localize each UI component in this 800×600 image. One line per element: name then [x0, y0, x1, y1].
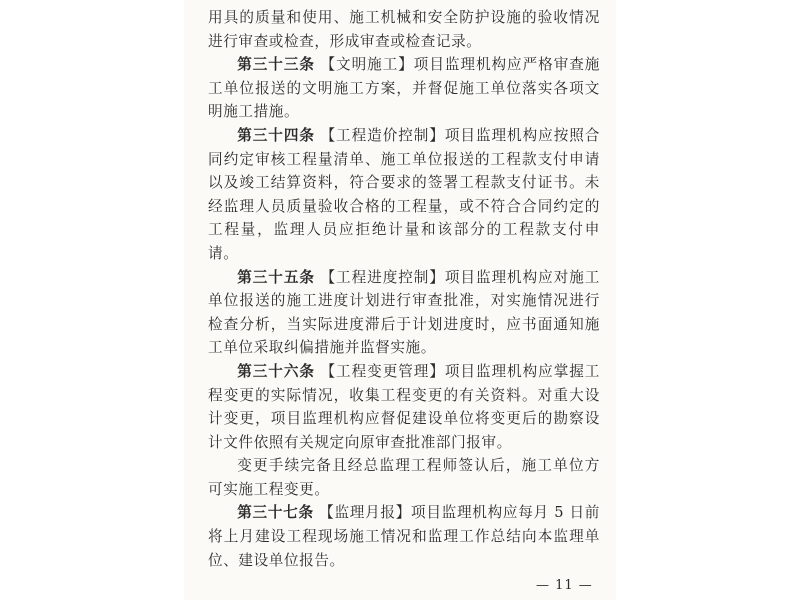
paragraph-article-37 — [208, 501, 600, 572]
article-number: 第三十七条 — [237, 504, 314, 522]
paragraph-article-35 — [208, 266, 600, 360]
paragraph-text: 【工程造价控制】项目监理机构应按照合同约定审核工程量清单、施工单位报送的工程款支付申请以及竣工结算资料，符合要求的签署工程款支付证书。未经监理人员质量验收合格的工程量，或不符合合同约定的工程量，监理人员应拒绝计量和该部分的工程款支付申请。 — [208, 126, 600, 262]
paragraph-article-36 — [208, 360, 600, 454]
page-number: — 11 — — [536, 578, 593, 593]
document-page — [184, 0, 616, 600]
paragraph-text: 变更手续完备且经总监理工程师签认后，施工单位方可实施工程变更。 — [208, 457, 600, 498]
article-number: 第三十三条 — [237, 56, 315, 74]
paragraph-text: 【监理月报】项目监理机构应每月 5 日前将上月建设工程现场施工情况和监理工作总结向本监理单位、建设单位报告。 — [208, 504, 600, 569]
paragraph-continuation — [208, 6, 600, 53]
article-number: 第三十六条 — [237, 362, 315, 380]
paragraph-article-33 — [208, 53, 600, 124]
article-number: 第三十五条 — [237, 268, 315, 286]
paragraph-change-procedure — [208, 454, 600, 501]
article-number: 第三十四条 — [237, 126, 315, 144]
paragraph-article-34 — [208, 124, 600, 266]
paragraph-text: 【工程变更管理】项目监理机构应掌握工程变更的实际情况，收集工程变更的有关资料。对重大设计变更，项目监理机构应督促建设单位将变更后的勘察设计文件依照有关规定向原审查批准部门报审。 — [208, 362, 600, 451]
paragraph-text: 【文明施工】项目监理机构应严格审查施工单位报送的文明施工方案，并督促施工单位落实各项文明施工措施。 — [208, 56, 600, 121]
paragraph-text: 用具的质量和使用、施工机械和安全防护设施的验收情况进行审查或检查，形成审查或检查记录。 — [208, 9, 600, 50]
paragraph-text: 【工程进度控制】项目监理机构应对施工单位报送的施工进度计划进行审查批准，对实施情况进行检查分析，当实际进度滞后于计划进度时，应书面通知施工单位采取纠偏措施并监督实施。 — [208, 268, 600, 357]
document-body — [208, 6, 600, 572]
